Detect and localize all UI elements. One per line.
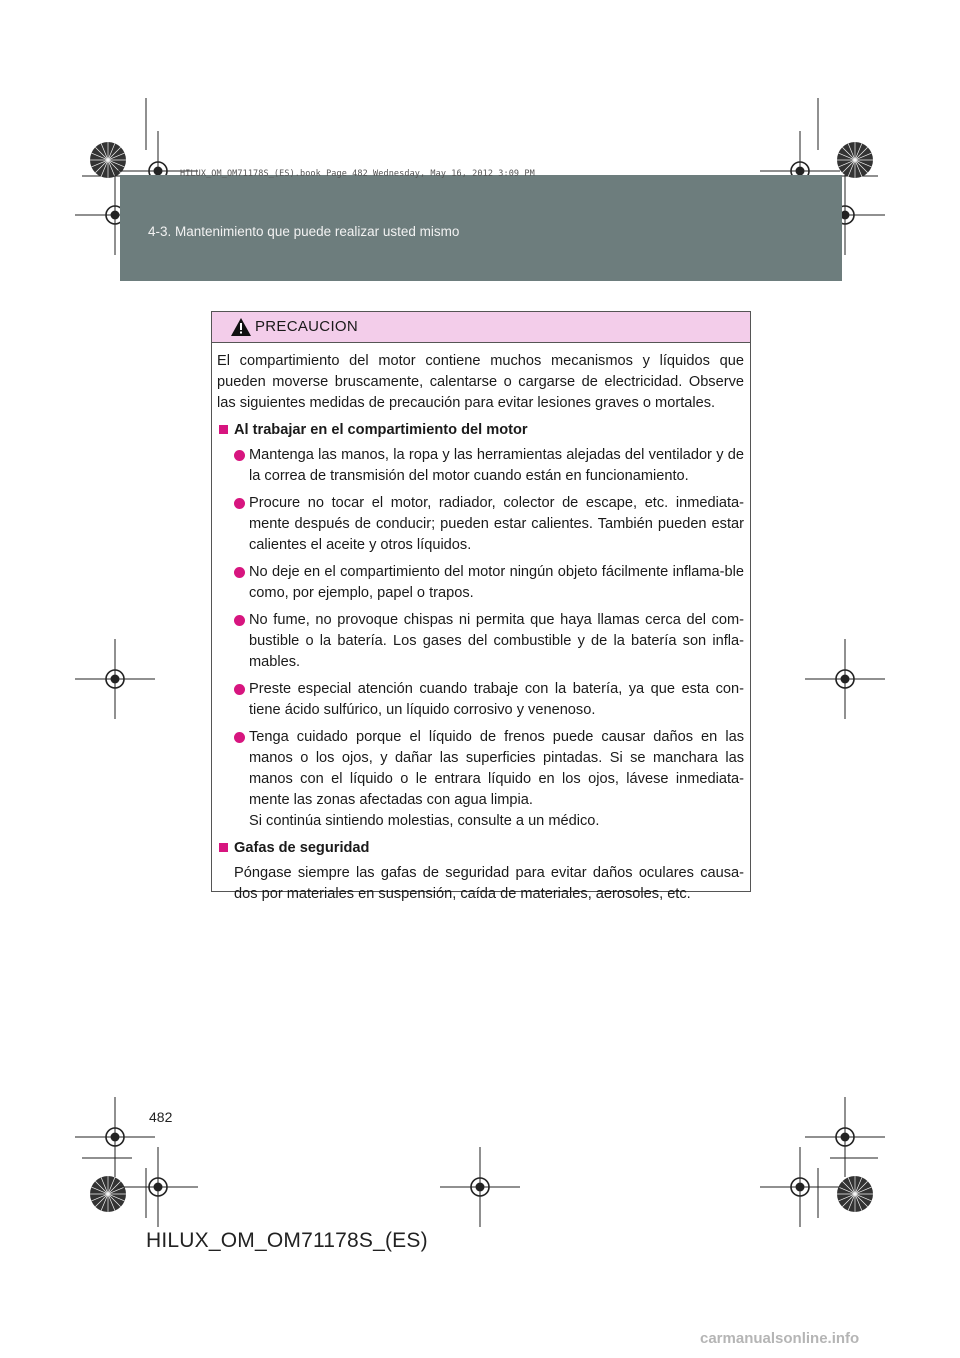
round-bullet-icon	[234, 567, 245, 578]
safety-glasses-text: Póngase siempre las gafas de seguridad para evitar daños oculares causa-dos por materiales en suspensión, caída de materiales, aerosoles, etc.	[234, 865, 744, 902]
warning-intro: El compartimiento del motor contiene muchos mecanismos y líquidos que pueden moverse bruscamente, calentarse o cargarse de electricidad. Observe las siguientes medidas de precaución para evitar lesiones graves o mortales.	[217, 353, 744, 411]
list-item-note: Si continúa sintiendo molestias, consulte a un médico.	[249, 813, 600, 829]
warning-triangle-icon	[231, 318, 251, 336]
list-item-text: Mantenga las manos, la ropa y las herramientas alejadas del ventilador y de la correa de transmisión del motor cuando están en funcionamiento.	[249, 447, 744, 484]
footer-document-code: HILUX_OM_OM71178S_(ES)	[146, 1229, 428, 1252]
square-bullet-icon	[219, 843, 228, 852]
warning-box	[211, 311, 751, 902]
list-item-text: Procure no tocar el motor, radiador, colector de escape, etc. inmediata-mente después de conducir; pueden estar calientes. También pueden estar calientes el aceite y otros líquidos.	[249, 495, 744, 553]
warning-body	[212, 343, 750, 905]
page-number: 482	[149, 1109, 173, 1125]
warning-title: PRECAUCION	[255, 318, 359, 335]
round-bullet-icon	[234, 450, 245, 461]
round-bullet-icon	[234, 684, 245, 695]
list-item-text: No deje en el compartimiento del motor ningún objeto fácilmente inflama-ble como, por ejemplo, papel o trapos.	[249, 564, 744, 601]
subheading-safety-glasses	[217, 838, 744, 859]
round-bullet-icon	[234, 498, 245, 509]
list-item-text: No fume, no provoque chispas ni permita que haya llamas cerca del com-bustible o la batería. Los gases del combustible y de la batería son infla-mables.	[249, 612, 744, 670]
list-item	[217, 493, 744, 556]
round-bullet-icon	[234, 732, 245, 743]
book-meta-line: HILUX_OM_OM71178S_(ES).book Page 482 Wednesday, May 16, 2012 3:09 PM	[180, 169, 535, 179]
list-item-main: Tenga cuidado porque el líquido de frenos puede causar daños en las manos o los ojos, y dañar las superficies pintadas. Si se manchara las manos con el líquido o le entrara líquido en los ojos, lávese inmediata-mente las zonas afectadas con agua limpia.	[249, 729, 744, 808]
round-bullet-icon	[234, 615, 245, 626]
subheading-text: Al trabajar en el compartimiento del motor	[234, 422, 528, 438]
watermark: carmanualsonline.info	[700, 1330, 860, 1347]
section-title: 4-3. Mantenimiento que puede realizar usted mismo	[148, 224, 460, 239]
subheading-engine-work	[217, 420, 744, 441]
warning-header	[212, 312, 750, 343]
list-item-text: Preste especial atención cuando trabaje con la batería, ya que esta con-tiene ácido sulfúrico, un líquido corrosivo y venenoso.	[249, 681, 744, 718]
list-item	[217, 727, 744, 832]
list-item-text	[249, 727, 744, 832]
list-item	[217, 562, 744, 604]
list-item	[217, 445, 744, 487]
list-item	[217, 610, 744, 673]
list-item	[217, 679, 744, 721]
subheading-text: Gafas de seguridad	[234, 840, 370, 856]
square-bullet-icon	[219, 425, 228, 434]
